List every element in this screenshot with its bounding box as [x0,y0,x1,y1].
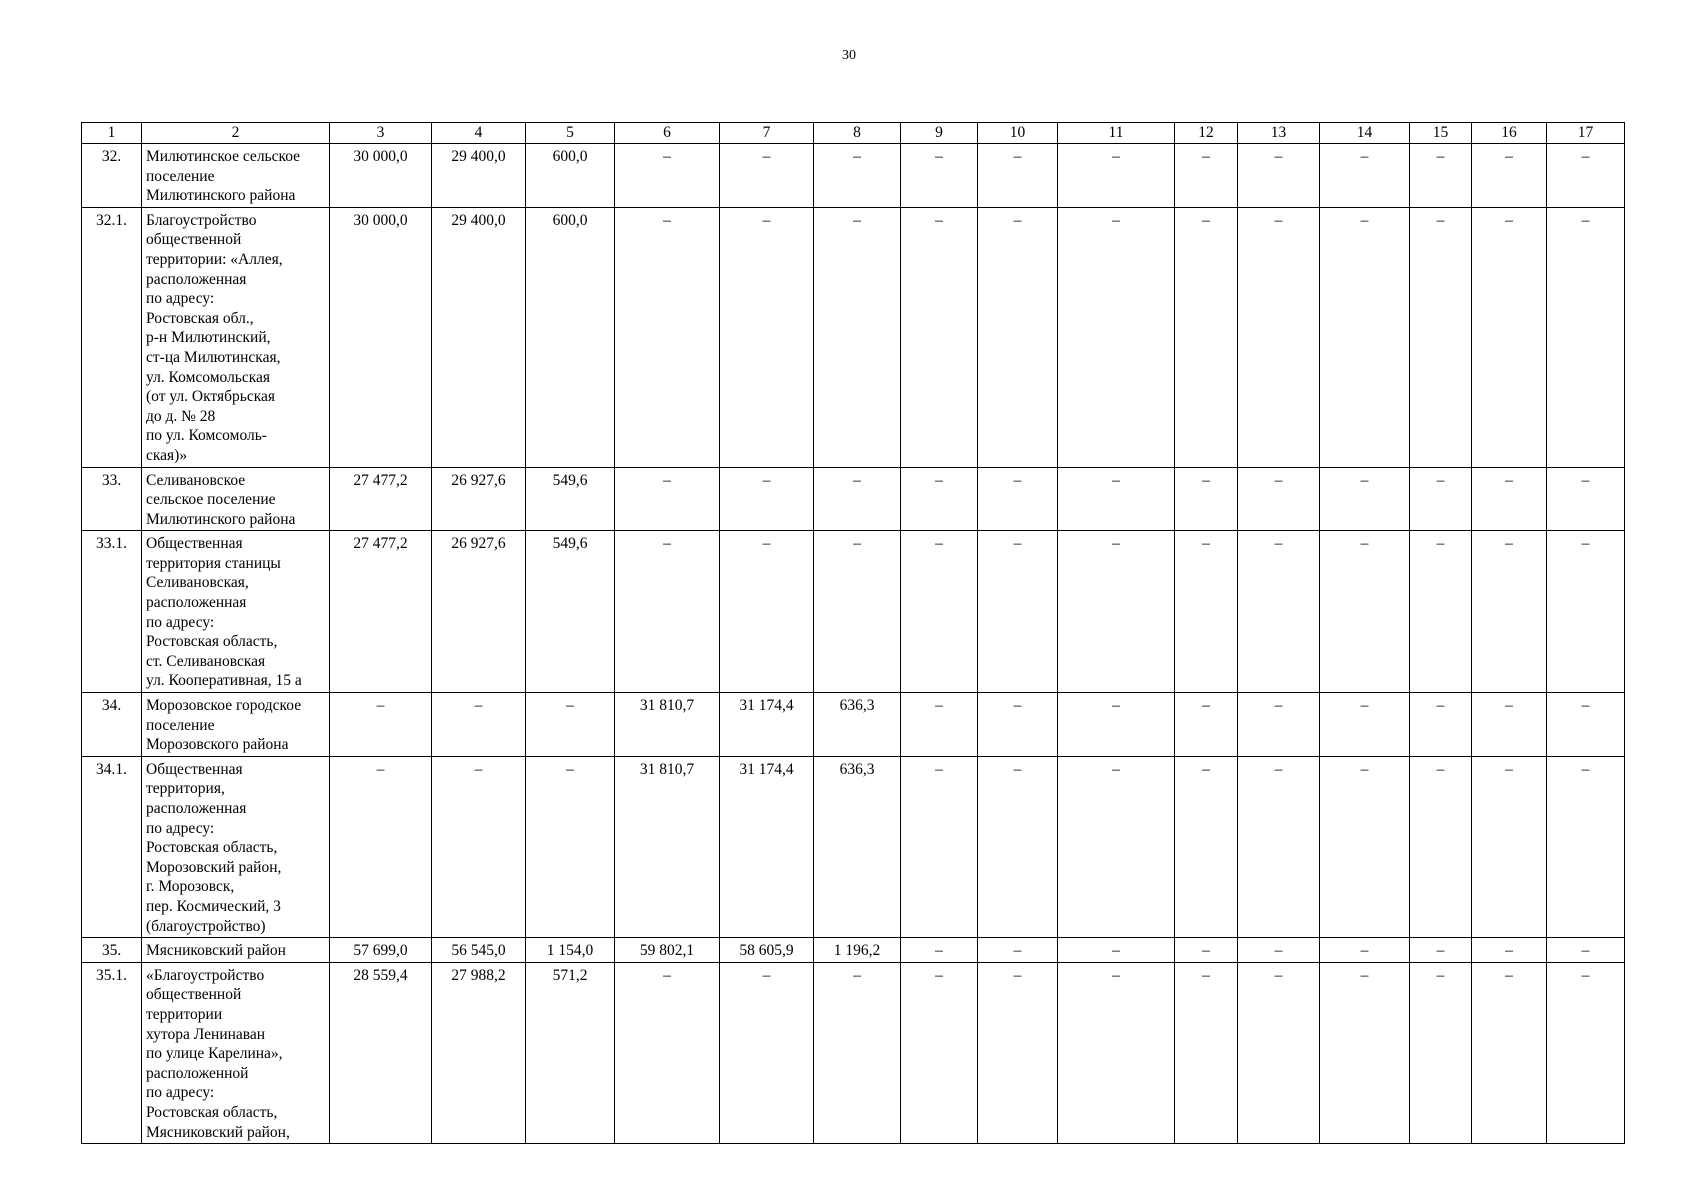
value-cell: – [1175,938,1238,963]
value-cell: – [432,756,526,937]
value-cell: – [978,144,1058,208]
table-row [82,693,1625,757]
value-cell: – [978,693,1058,757]
value-cell: – [814,467,901,531]
value-cell: 29 400,0 [432,207,526,467]
row-number-cell: 32.1. [82,207,142,467]
value-cell: 27 988,2 [432,962,526,1143]
value-cell: – [1320,467,1410,531]
column-number-header: 14 [1320,123,1410,144]
value-cell: – [1472,207,1547,467]
value-cell: 31 174,4 [720,756,814,937]
value-cell: – [1238,962,1320,1143]
value-cell: – [1320,962,1410,1143]
value-cell: – [1320,938,1410,963]
value-cell: – [1058,693,1175,757]
value-cell: – [1472,693,1547,757]
value-cell: – [1472,531,1547,693]
column-number-header: 8 [814,123,901,144]
column-number-header: 12 [1175,123,1238,144]
value-cell: 26 927,6 [432,467,526,531]
value-cell: – [978,207,1058,467]
value-cell: – [615,207,720,467]
row-number-cell: 32. [82,144,142,208]
row-name-cell: Общественная территория, расположенная по адресу: Ростовская область, Морозовский район, г. Морозовск, пер. Космический, 3 (благоустройство) [142,756,330,937]
value-cell: – [1238,531,1320,693]
row-name-cell: Морозовское городское поселение Морозовского района [142,693,330,757]
value-cell: – [1547,144,1625,208]
value-cell: – [1238,207,1320,467]
row-number-cell: 34.1. [82,756,142,937]
value-cell: – [1238,938,1320,963]
column-number-header: 15 [1410,123,1472,144]
value-cell: – [1472,467,1547,531]
row-name-cell: Общественная территория станицы Селивановская, расположенная по адресу: Ростовская область, ст. Селивановская ул. Кооперативная, 15 а [142,531,330,693]
value-cell: – [1547,467,1625,531]
value-cell: – [615,962,720,1143]
row-number-cell: 35.1. [82,962,142,1143]
value-cell: – [1058,962,1175,1143]
value-cell: 600,0 [526,144,615,208]
value-cell: – [615,531,720,693]
value-cell: – [901,756,978,937]
column-number-header: 6 [615,123,720,144]
value-cell: – [814,207,901,467]
value-cell: – [901,693,978,757]
value-cell: – [720,962,814,1143]
table-row [82,144,1625,208]
value-cell: – [978,531,1058,693]
value-cell: 28 559,4 [330,962,432,1143]
table-row [82,207,1625,467]
value-cell: – [1175,144,1238,208]
table-header-row [82,123,1625,144]
value-cell: – [978,467,1058,531]
value-cell: – [1410,962,1472,1143]
row-number-cell: 34. [82,693,142,757]
value-cell: – [814,531,901,693]
value-cell: – [814,962,901,1143]
table-row [82,467,1625,531]
value-cell: 636,3 [814,756,901,937]
value-cell: – [1058,144,1175,208]
value-cell: – [720,467,814,531]
row-name-cell: Благоустройство общественной территории: «Аллея, расположенная по адресу: Ростовская обл., р-н Милютинский, ст-ца Милютинская, ул. Комсомольская (от ул. Октябрьская до д. № 28 по ул. Комсомоль- ская)» [142,207,330,467]
value-cell: 27 477,2 [330,531,432,693]
value-cell: 30 000,0 [330,207,432,467]
value-cell: – [526,693,615,757]
column-number-header: 11 [1058,123,1175,144]
value-cell: – [1410,144,1472,208]
value-cell: – [1547,531,1625,693]
value-cell: – [978,938,1058,963]
value-cell: – [1320,756,1410,937]
value-cell: – [978,962,1058,1143]
value-cell: – [1175,531,1238,693]
value-cell: – [1175,207,1238,467]
value-cell: – [1175,467,1238,531]
column-number-header: 17 [1547,123,1625,144]
value-cell: 31 174,4 [720,693,814,757]
row-name-cell: «Благоустройство общественной территории хутора Ленинаван по улице Карелина», расположенной по адресу: Ростовская область, Мясниковский район, [142,962,330,1143]
row-name-cell: Мясниковский район [142,938,330,963]
table-row [82,531,1625,693]
value-cell: – [1238,756,1320,937]
value-cell: 1 154,0 [526,938,615,963]
column-number-header: 7 [720,123,814,144]
value-cell: – [1058,531,1175,693]
value-cell: 59 802,1 [615,938,720,963]
value-cell: 636,3 [814,693,901,757]
row-number-cell: 33. [82,467,142,531]
value-cell: – [1472,144,1547,208]
value-cell: 549,6 [526,467,615,531]
value-cell: – [526,756,615,937]
value-cell: – [1410,207,1472,467]
value-cell: – [1320,207,1410,467]
column-number-header: 4 [432,123,526,144]
value-cell: – [1238,144,1320,208]
value-cell: – [615,144,720,208]
value-cell: – [1320,693,1410,757]
value-cell: – [615,467,720,531]
value-cell: – [720,531,814,693]
value-cell: 27 477,2 [330,467,432,531]
value-cell: 58 605,9 [720,938,814,963]
value-cell: 29 400,0 [432,144,526,208]
value-cell: – [901,531,978,693]
value-cell: – [1238,467,1320,531]
value-cell: – [1472,756,1547,937]
value-cell: – [1320,531,1410,693]
value-cell: 31 810,7 [615,693,720,757]
value-cell: – [330,693,432,757]
value-cell: – [1058,207,1175,467]
table-row [82,962,1625,1143]
column-number-header: 3 [330,123,432,144]
column-number-header: 5 [526,123,615,144]
value-cell: – [1175,693,1238,757]
value-cell: – [1547,693,1625,757]
column-number-header: 16 [1472,123,1547,144]
value-cell: – [1410,467,1472,531]
row-number-cell: 35. [82,938,142,963]
column-number-header: 13 [1238,123,1320,144]
value-cell: – [1410,693,1472,757]
data-table [81,122,1625,1144]
column-number-header: 2 [142,123,330,144]
page-number: 30 [842,48,856,63]
value-cell: – [720,207,814,467]
row-name-cell: Селивановское сельское поселение Милютинского района [142,467,330,531]
value-cell: 56 545,0 [432,938,526,963]
value-cell: – [1238,693,1320,757]
row-number-cell: 33.1. [82,531,142,693]
value-cell: – [901,938,978,963]
value-cell: – [1175,962,1238,1143]
value-cell: – [901,467,978,531]
value-cell: 571,2 [526,962,615,1143]
value-cell: – [720,144,814,208]
value-cell: – [1410,756,1472,937]
value-cell: – [1175,756,1238,937]
value-cell: – [978,756,1058,937]
value-cell: 600,0 [526,207,615,467]
value-cell: – [1410,938,1472,963]
value-cell: – [1058,756,1175,937]
value-cell: – [1472,938,1547,963]
column-number-header: 10 [978,123,1058,144]
value-cell: – [901,207,978,467]
value-cell: – [432,693,526,757]
value-cell: – [1320,144,1410,208]
value-cell: – [901,962,978,1143]
value-cell: 1 196,2 [814,938,901,963]
value-cell: – [1547,756,1625,937]
value-cell: – [1058,467,1175,531]
value-cell: 26 927,6 [432,531,526,693]
value-cell: – [901,144,978,208]
value-cell: 30 000,0 [330,144,432,208]
value-cell: – [330,756,432,937]
table-row [82,938,1625,963]
value-cell: 549,6 [526,531,615,693]
value-cell: – [1547,938,1625,963]
value-cell: – [1547,962,1625,1143]
value-cell: – [1547,207,1625,467]
table-row [82,756,1625,937]
column-number-header: 9 [901,123,978,144]
value-cell: 57 699,0 [330,938,432,963]
row-name-cell: Милютинское сельское поселение Милютинского района [142,144,330,208]
value-cell: 31 810,7 [615,756,720,937]
value-cell: – [1472,962,1547,1143]
value-cell: – [1058,938,1175,963]
column-number-header: 1 [82,123,142,144]
value-cell: – [1410,531,1472,693]
value-cell: – [814,144,901,208]
